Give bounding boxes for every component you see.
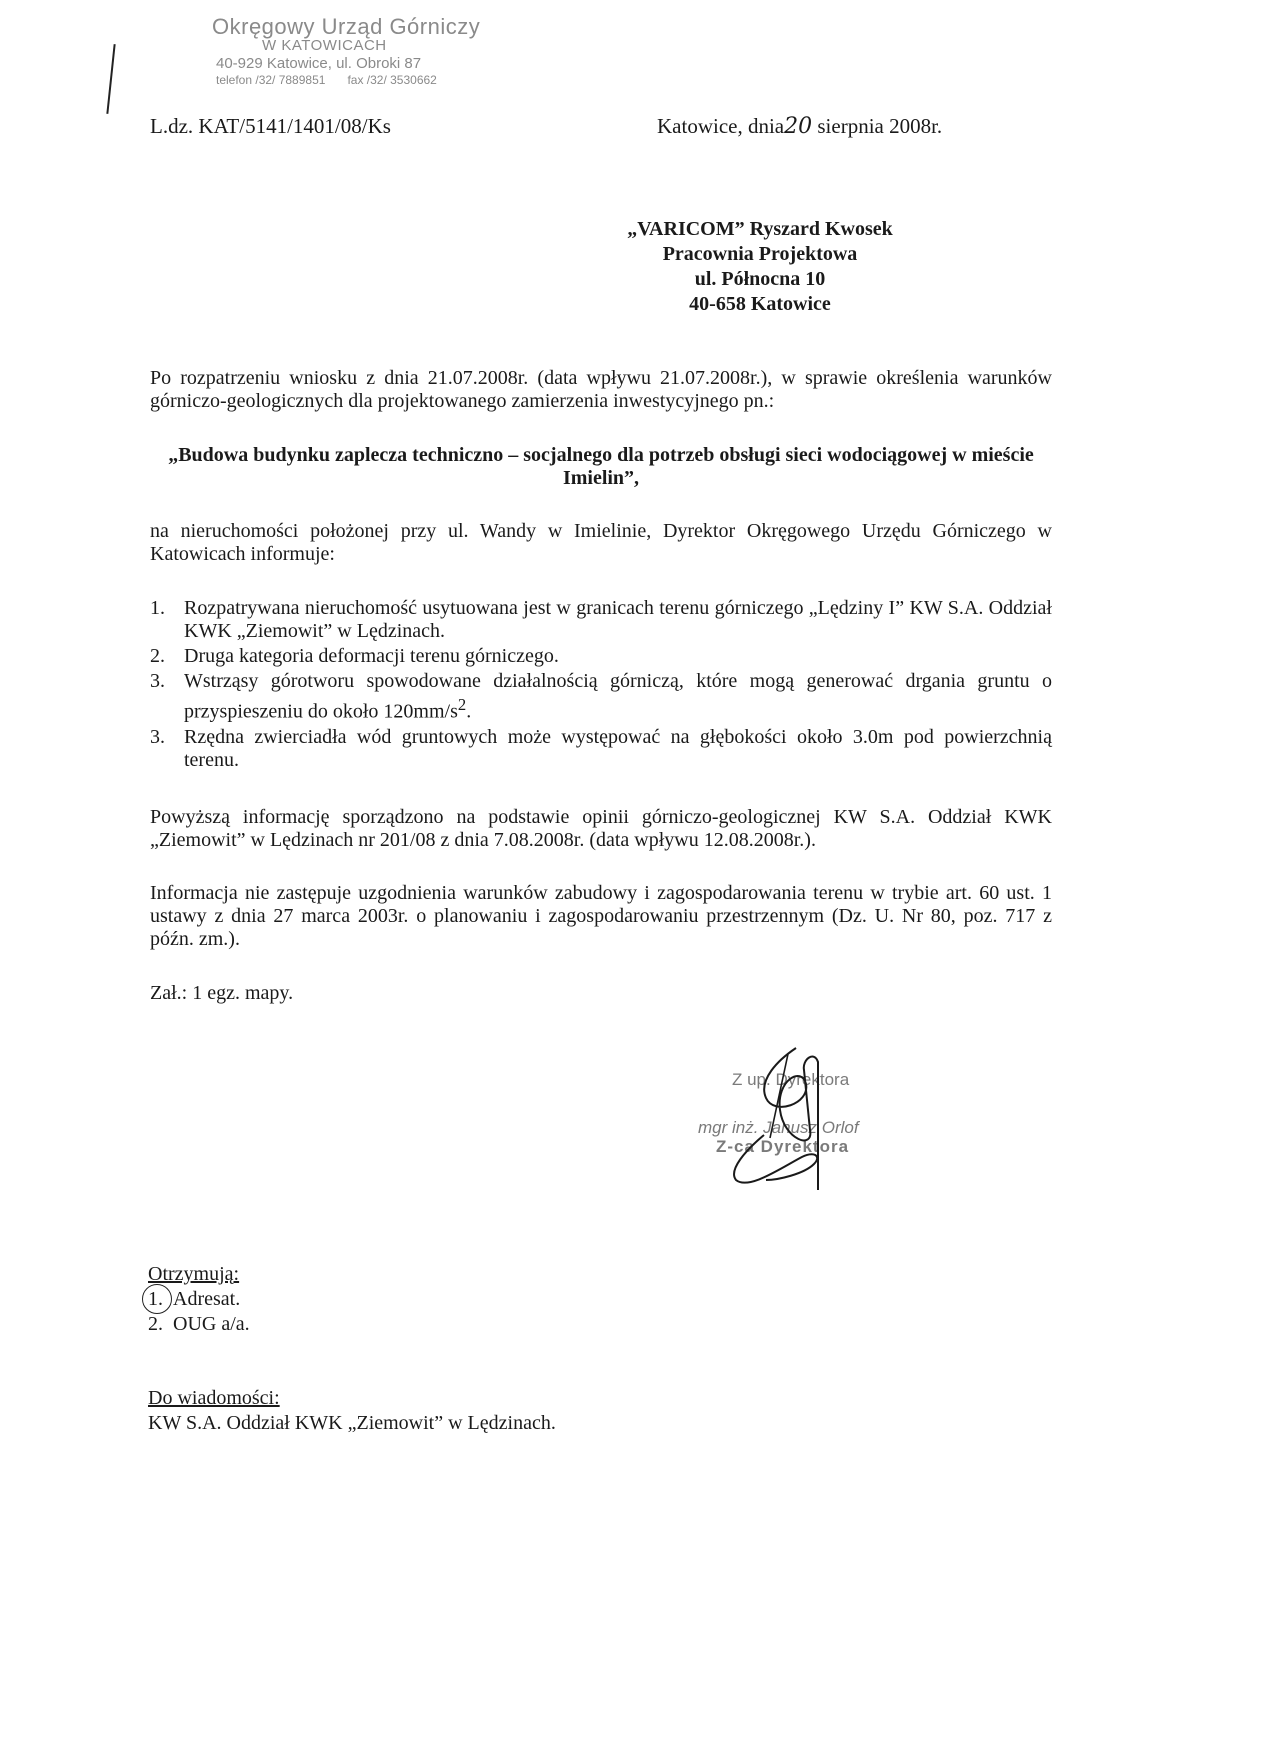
stamp-phone: telefon /32/ 7889851 xyxy=(216,73,326,87)
recipient-company: Pracownia Projektowa xyxy=(662,243,858,265)
recipient-address xyxy=(560,217,960,317)
cc-heading: Do wiadomości: xyxy=(148,1387,280,1409)
stamp-fax: fax /32/ 3530662 xyxy=(347,73,437,87)
office-stamp xyxy=(210,14,510,87)
project-title: „Budowa budynku zaplecza techniczno – socjalnego dla potrzeb obsługi sieci wodociągowej w mieście Imielin”, xyxy=(168,444,1034,489)
list-item-number: 2. xyxy=(150,645,165,667)
recipients-block xyxy=(148,1262,250,1337)
list-item-text-wrapper xyxy=(184,670,1052,724)
list-item-text: Wstrząsy górotworu spowodowane działalnością górniczą, które mogą generować drgania gruntu o przyspieszeniu do około 120mm/s xyxy=(184,670,1052,723)
list-item-number: 1. xyxy=(150,597,165,619)
date-day-handwritten: 20 xyxy=(784,114,813,139)
list-item xyxy=(150,726,1052,772)
list-item-text: Druga kategoria deformacji terenu górniczego. xyxy=(184,645,559,667)
stamp-address: 40-929 Katowice, ul. Obroki 87 xyxy=(216,55,422,72)
date-suffix: sierpnia 2008r. xyxy=(812,114,943,138)
attachment-note: Zał.: 1 egz. mapy. xyxy=(150,982,294,1004)
list-item xyxy=(150,597,1052,643)
list-item xyxy=(150,670,1052,724)
recipient-city: 40-658 Katowice xyxy=(689,293,831,315)
signature-authority: Z up. Dyrektora xyxy=(732,1070,850,1089)
letter-date xyxy=(657,114,942,139)
list-item xyxy=(150,645,1052,668)
list-item-text: Rzędna zwierciadła wód gruntowych może występować na głębokości około 3.0m pod powierzchnią terenu. xyxy=(184,725,1052,771)
legal-note-paragraph: Informacja nie zastępuje uzgodnienia warunków zabudowy i zagospodarowania terenu w trybie art. 60 ust. 1 ustawy z dnia 27 marca 2003r. o planowaniu i zagospodarowaniu przestrzennym (Dz. U. Nr 80, poz. 717 z późn. zm.). xyxy=(150,882,1052,950)
location-paragraph: na nieruchomości położonej przy ul. Wandy w Imielinie, Dyrektor Okręgowego Urzędu Górniczego w Katowicach informuje: xyxy=(150,520,1052,565)
recipient-row xyxy=(148,1287,250,1312)
superscript: 2 xyxy=(457,695,467,714)
stamp-office-name: Okręgowy Urząd Górniczy xyxy=(212,14,481,39)
date-prefix: Katowice, dnia xyxy=(657,114,785,138)
margin-pen-mark xyxy=(106,44,115,114)
signatory-title: Z-ca Dyrektora xyxy=(716,1137,850,1156)
findings-list xyxy=(150,597,1052,774)
stamp-contact xyxy=(216,73,510,87)
list-item-number: 3. xyxy=(150,725,165,748)
intro-paragraph: Po rozpatrzeniu wniosku z dnia 21.07.2008r. (data wpływu 21.07.2008r.), w sprawie określenia warunków górniczo-geologicznych dla projektowanego zamierzenia inwestycyjnego pn.: xyxy=(150,367,1052,412)
recipient-label: Adresat. xyxy=(173,1288,241,1310)
recipient-number: 2. xyxy=(148,1313,163,1335)
recipient-number: 1. xyxy=(148,1288,163,1310)
reference-number: L.dz. KAT/5141/1401/08/Ks xyxy=(150,114,391,138)
handwritten-signature xyxy=(718,1040,858,1200)
recipient-row xyxy=(148,1312,250,1337)
recipient-street: ul. Północna 10 xyxy=(694,268,826,290)
cc-text: KW S.A. Oddział KWK „Ziemowit” w Lędzinach. xyxy=(148,1412,556,1434)
list-item-text: Rozpatrywana nieruchomość usytuowana jest w granicach terenu górniczego „Lędziny I” KW S.A. Oddział KWK „Ziemowit” w Lędzinach. xyxy=(184,597,1052,642)
list-item-number: 3. xyxy=(150,670,165,692)
stamp-city: W KATOWICACH xyxy=(262,37,387,54)
circle-mark xyxy=(142,1284,172,1314)
recipients-heading: Otrzymują: xyxy=(148,1263,240,1285)
basis-paragraph: Powyższą informację sporządzono na podstawie opinii górniczo-geologicznej KW S.A. Oddział KWK „Ziemowit” w Lędzinach nr 201/08 z dnia 7.08.2008r. (data wpływu 12.08.2008r.). xyxy=(150,806,1052,851)
signatory-name: mgr inż. Janusz Orlof xyxy=(698,1118,859,1137)
list-item-tail: . xyxy=(466,700,472,723)
recipient-name: „VARICOM” Ryszard Kwosek xyxy=(627,218,893,240)
recipient-label: OUG a/a. xyxy=(173,1313,250,1335)
cc-block xyxy=(148,1386,556,1436)
